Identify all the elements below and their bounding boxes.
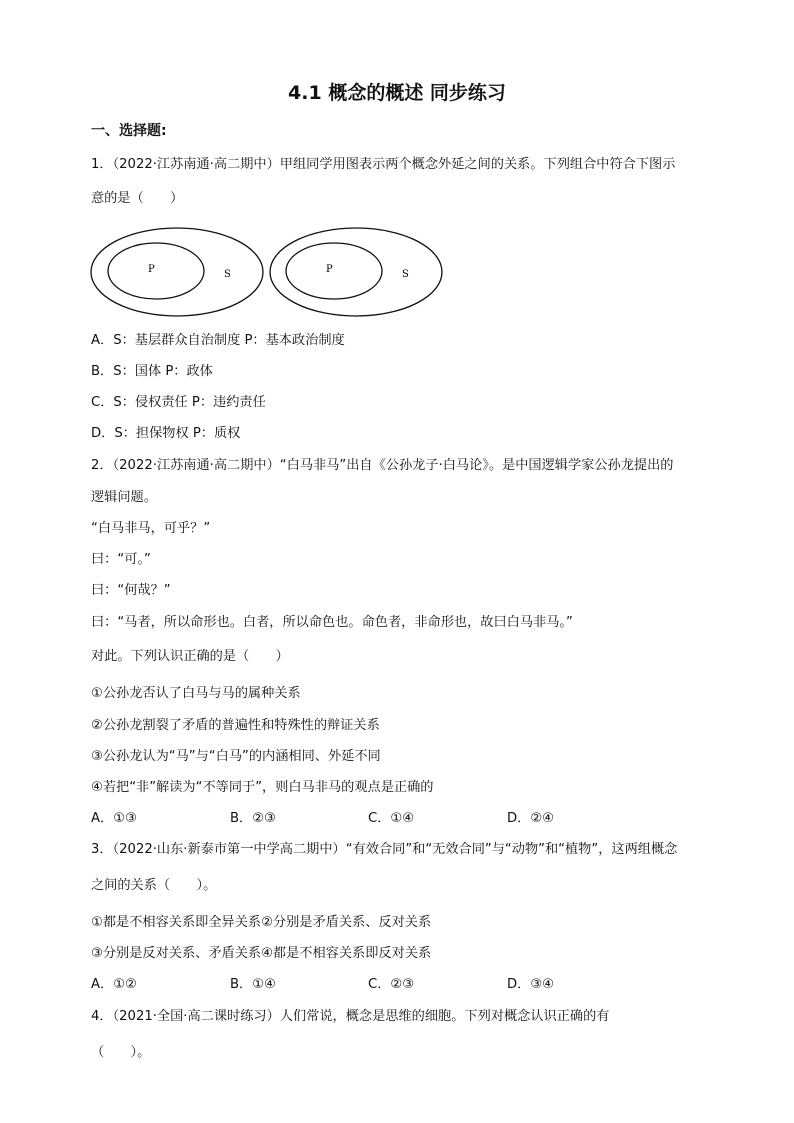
q2-statement-4: ④若把“非”解读为“不等同于”，则白马非马的观点是正确的 — [91, 780, 434, 795]
q2-dialog-1: “白马非马，可乎？” — [91, 521, 211, 536]
q3-choice-a: A．①② — [91, 977, 137, 992]
q1-option-b: B．S：国体 P：政体 — [91, 364, 213, 379]
q2-choice-a: A．①③ — [91, 811, 137, 826]
q2-dialog-2: 曰：“可。” — [91, 552, 151, 567]
q4-stem-line1: 4．（2021·全国·高二课时练习）人们常说，概念是思维的细胞。下列对概念认识正确的有 — [91, 1009, 610, 1024]
q2-stem-line2: 逻辑问题。 — [91, 490, 157, 505]
venn-left-outer-label: S — [224, 269, 231, 280]
q3-statement-1: ①都是不相容关系即全异关系②分别是矛盾关系、反对关系 — [91, 915, 432, 930]
q2-choice-c: C．①④ — [368, 811, 415, 826]
q1-option-c: C．S：侵权责任 P：违约责任 — [91, 395, 266, 410]
q2-question: 对此。下列认识正确的是（ ） — [91, 649, 289, 664]
q2-statement-2: ②公孙龙割裂了矛盾的普遍性和特殊性的辩证关系 — [91, 718, 380, 733]
q3-choice-c: C．②③ — [368, 977, 415, 992]
q4-stem-line2: （ ）。 — [91, 1045, 151, 1060]
venn-diagram — [90, 226, 450, 318]
q2-choice-b: B．②③ — [230, 811, 276, 826]
q3-stem-line1: 3．（2022·山东·新泰市第一中学高二期中）“有效合同”和“无效合同”与“动物”和“植物”，这两组概念 — [91, 842, 678, 857]
venn-right — [270, 228, 442, 316]
q3-choice-b: B．①④ — [230, 977, 276, 992]
q3-choice-d: D．③④ — [507, 977, 554, 992]
q2-dialog-4: 曰：“马者，所以命形也。白者，所以命色也。命色者，非命形也，故曰白马非马。” — [91, 615, 573, 630]
page-title: 4.1 概念的概述 同步练习 — [288, 82, 506, 104]
q2-statement-1: ①公孙龙否认了白马与马的属种关系 — [91, 686, 301, 701]
venn-left — [91, 228, 263, 316]
q3-statement-2: ③分别是反对关系、矛盾关系④都是不相容关系即反对关系 — [91, 946, 432, 961]
q2-dialog-3: 曰：“何哉？” — [91, 583, 171, 598]
q2-choice-d: D．②④ — [507, 811, 554, 826]
q3-stem-line2: 之间的关系（ ）。 — [91, 878, 217, 893]
q1-stem-line1: 1．（2022·江苏南通·高二期中）甲组同学用图表示两个概念外延之间的关系。下列组合中符合下图示 — [91, 157, 676, 172]
q2-statement-3: ③公孙龙认为“马”与“白马”的内涵相同、外延不同 — [91, 749, 381, 764]
venn-right-outer-label: S — [402, 269, 409, 280]
venn-left-inner-label: P — [148, 264, 155, 275]
q2-stem-line1: 2．（2022·江苏南通·高二期中）“白马非马”出自《公孙龙子·白马论》。是中国逻辑学家公孙龙提出的 — [91, 458, 674, 473]
q1-option-a: A．S：基层群众自治制度 P：基本政治制度 — [91, 333, 345, 348]
venn-right-inner-label: P — [326, 264, 333, 275]
q1-stem-line2: 意的是（ ） — [91, 191, 184, 206]
section-heading: 一、选择题: — [91, 123, 167, 139]
q1-option-d: D．S：担保物权 P：质权 — [91, 426, 241, 441]
